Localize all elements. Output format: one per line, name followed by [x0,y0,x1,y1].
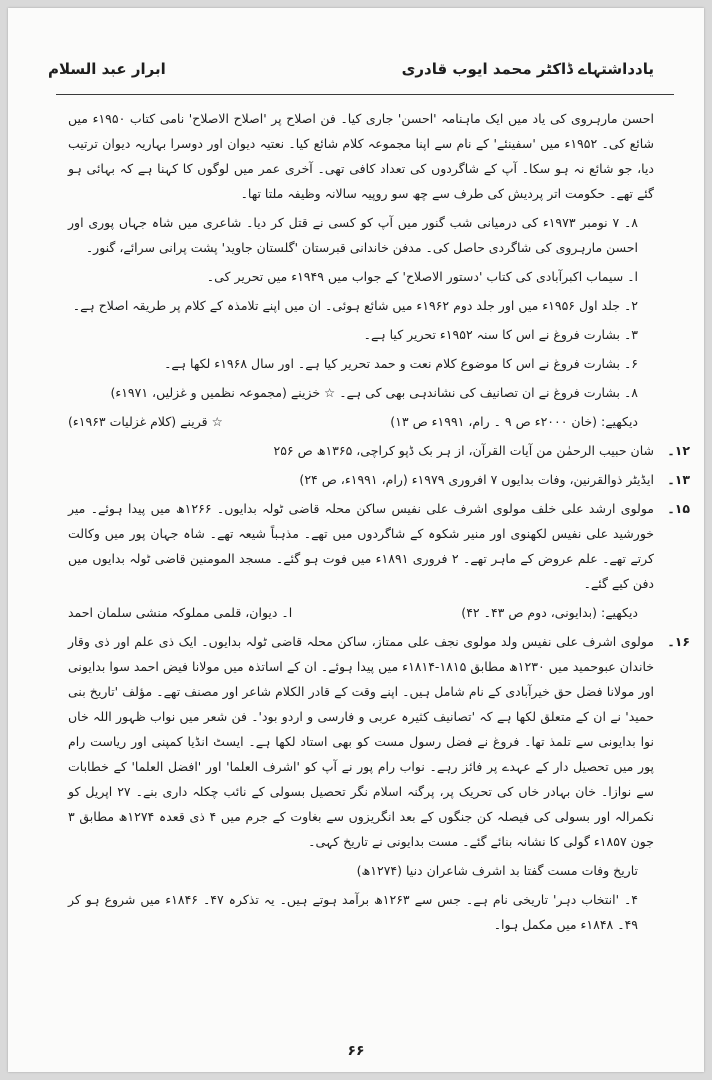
reference-item: ا۔ دیوان، قلمی مملوکہ منشی سلمان احمد [68,605,293,620]
reference-source: دیکھیے: (بدایونی، دوم ص ۴۳۔ ۴۲) [461,605,638,620]
verse: تاریخ وفات مست گفتا بد اشرف شاعران دنیا (۱۲۷۴ھ) [356,863,638,878]
reference-item: ☆ قرینے (کلام غزلیات ۱۹۶۳ء) [68,414,223,429]
entry-12 [68,438,690,463]
paragraph: ۲۔ جلد اول ۱۹۵۶ء میں اور جلد دوم ۱۹۶۲ء میں شائع ہوئی۔ ان میں اپنے تلامذہ کے کلام پر طریقہ اصلاح ہے۔ [72,298,638,313]
paragraph: احسن مارہروی کی یاد میں ایک ماہنامہ 'احسن' جاری کیا۔ فن اصلاح پر 'اصلاح الاصلاح' نامی کتاب ۱۹۵۰ء میں شائع کی۔ ۱۹۵۲ء میں 'سفینئے' کے نام سے اپنا مجموعہ کلام شائع کیا۔ نعتیہ دیوان اور دوسرا بہاریہ دیوان ترتیب دیا، جو شائع نہ ہو سکا۔ آپ کے شاگردوں کی تعداد کافی تھی۔ آخری عمر میں لوگوں کا کہنا ہے کہ بہائی ہو گئے تھے۔ حکومت اتر پردیش کی طرف سے چھ سو روپیہ سالانہ وظیفہ ملتا تھا۔ [68,111,654,201]
paragraph: ۸۔ ۷ نومبر ۱۹۷۳ء کی درمیانی شب گنور میں آپ کو کسی نے قتل کر دیا۔ شاعری میں شاہ جہاں پوری اور احسن مارہروی کی شاگردی حاصل کی۔ مدفن خاندانی قبرستان 'گلستان جاوید' پشت پرانی سرائے، گنور۔ [68,215,638,255]
header-author: ابرار عبد السلام [48,60,166,78]
paragraph: ۸۔ بشارت فروغ نے ان تصانیف کی نشاندہی بھی کی ہے۔ ☆ خزینے (مجموعہ نظمیں و غزلیں، ۱۹۷۱ء) [110,385,638,400]
entry-text: مولوی اشرف علی نفیس ولد مولوی نجف علی ممتاز، ساکن محلہ قاضی ٹولہ بدایوں۔ ایک ذی علم اور ذی وقار خاندان عبوحمید میں ۱۲۳۰ھ مطابق ۱۸۱۵-۱۸۱۴ء میں پیدا ہوئے۔ ان کے اساتذہ میں مولانا فیض احمد سوا بدایونی اور مولانا فضل حق خیرآبادی کے نام شامل ہیں۔ اپنے وقت کے قادر الکلام شاعر اور مصنف تھے۔ مؤلف 'تاریخ بنی حمید' نے ان کے متعلق لکھا ہے کہ 'تصانیف کثیرہ عربی و فارسی و اردو بود'۔ فن شعر میں نواب ظہور اللہ خاں نوا بدایونی سے تلمذ تھا۔ فروغ نے فضل رسول مست کو بھی استاد لکھا ہے۔ ایسٹ انڈیا کمپنی اور ریاست رام پور میں تحصیل دار کے عہدے پر فائز رہے۔ نواب رام پور نے آپ کو 'اشرف العلما' اور 'افضل العلما' کے خطابات سے نوازا۔ خان بہادر خاں کی تحریک پر، پرگنہ اسلام نگر تحصیل بسولی کے نائب چکلہ داری بنے۔ ۲۷ اپریل کو نکمرالہ اور بسولی کی فیصلہ کن جنگوں کے بعد انگریزوں سے بغاوت کے جرم میں ۴ ذی قعدہ ۱۲۷۴ھ مطابق ۳ جون ۱۸۵۷ء گولی کا نشانہ بنائے گئے۔ مست بدایونی نے تاریخ کہی۔ [68,634,654,849]
reference-source: دیکھیے: (خان ۲۰۰۰ء ص ۹ ۔ رام، ۱۹۹۱ء ص ۱۳) [390,414,638,429]
page-number: ۶۶ [347,1043,365,1059]
entry-13 [68,467,690,492]
entry-text: ایڈیٹر ذوالقرنین، وفات بدایوں ۷ افروری ۱۹۷۹ء (رام، ۱۹۹۱ء، ص ۲۴) [299,472,654,487]
page-body [68,106,690,941]
entry-number: ۱۲۔ [667,443,690,458]
paragraph: ا۔ سیماب اکبرآبادی کی کتاب 'دستور الاصلاح' کے جواب میں ۱۹۴۹ء میں تحریر کی۔ [206,269,638,284]
entry-number: ۱۵۔ [667,501,690,516]
running-header [38,60,674,90]
reference-row [68,600,654,625]
reference-row [68,409,654,434]
paragraph: ۳۔ بشارت فروغ نے اس کا سنہ ۱۹۵۲ء تحریر کیا ہے۔ [363,327,638,342]
entry-number: ۱۳۔ [667,472,690,487]
header-title: یادداشتہاے ڈاکٹر محمد ایوب قادری [401,60,654,78]
entry-text: شان حبیب الرحمٰن من آیات القرآن، از ہر بک ڈپو کراچی، ۱۳۶۵ھ ص ۲۵۶ [273,443,654,458]
entry-text: مولوی ارشد علی خلف مولوی اشرف علی نفیس ساکن محلہ قاضی ٹولہ بدایوں۔ ۱۲۶۶ھ میں پیدا ہوئے۔ میر خورشید علی نفیس لکھنوی اور منیر شکوہ کے شاگردوں میں تھے۔ مذہباً شیعہ تھے۔ شاہ جہان پور میں وکالت کرتے تھے۔ علم عروض کے ماہر تھے۔ ۲ فروری ۱۸۹۱ء میں فوت ہو گئے۔ مسجد المومنین قاضی ٹولہ بدایوں میں دفن کیے گئے۔ [68,501,654,591]
entry-16 [68,629,690,854]
paragraph: ۶۔ بشارت فروغ نے اس کا موضوع کلام نعت و حمد تحریر کیا ہے۔ اور سال ۱۹۶۸ء لکھا ہے۔ [164,356,638,371]
document-page [8,8,704,1072]
entry-15 [68,496,690,596]
header-rule [56,94,674,95]
entry-number: ۱۶۔ [667,634,690,649]
footnote: ۴۔ 'انتخاب دہر' تاریخی نام ہے۔ جس سے ۱۲۶۳ھ برآمد ہوتے ہیں۔ یہ تذکرہ ۴۷۔ ۱۸۴۶ء میں شروع ہو کر ۴۹۔ ۱۸۴۸ء میں مکمل ہوا۔ [68,892,638,932]
